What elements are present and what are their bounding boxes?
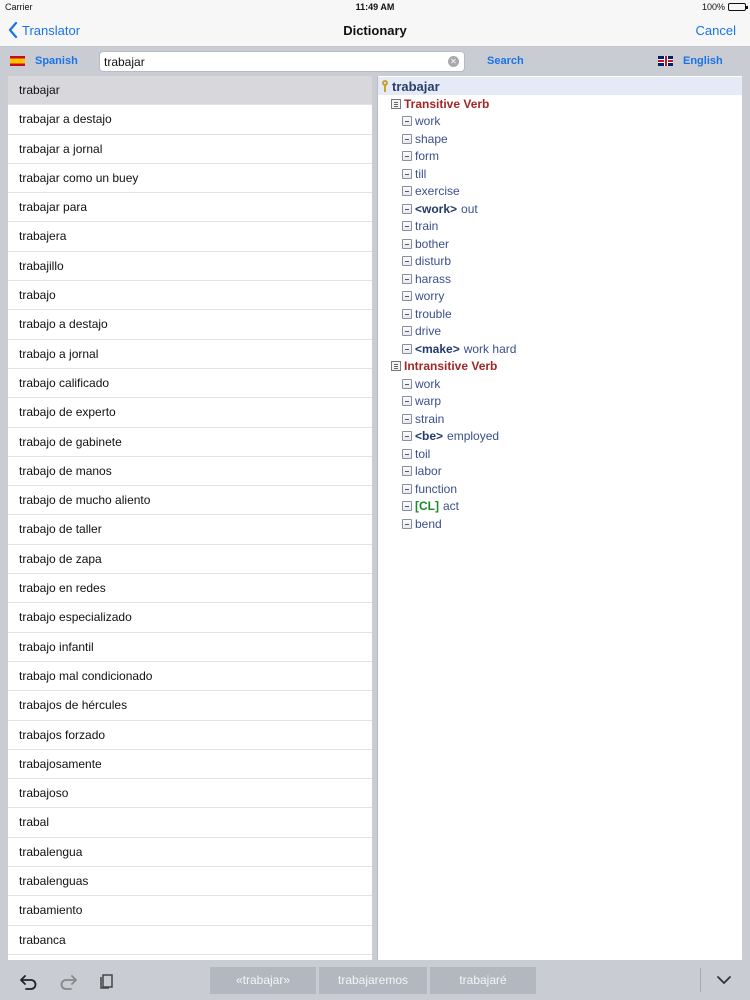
entry-translation: bend <box>415 516 442 531</box>
word-list-item[interactable]: trabal <box>8 808 372 837</box>
entry-tag: [CL] <box>415 499 439 514</box>
entry-translation: till <box>415 166 427 181</box>
word-list-item[interactable]: trabajar <box>8 76 372 105</box>
definition-entry[interactable] <box>378 165 742 183</box>
definition-entry[interactable] <box>378 288 742 306</box>
entry-translation: form <box>415 149 439 164</box>
entry-icon <box>402 204 412 214</box>
entry-text-group <box>415 377 440 391</box>
entry-text-group <box>415 184 460 198</box>
word-list-item[interactable]: trabajosamente <box>8 750 372 779</box>
definition-entry[interactable] <box>378 235 742 253</box>
part-of-speech-label: Transitive Verb <box>404 96 490 111</box>
headword-row <box>378 77 742 95</box>
definition-entry[interactable] <box>378 130 742 148</box>
definition-entry[interactable] <box>378 148 742 166</box>
suggestion-3[interactable]: trabajaré <box>430 967 536 994</box>
entry-translation: strain <box>415 411 445 426</box>
definition-entry[interactable] <box>378 480 742 498</box>
entry-translation: worry <box>415 289 445 304</box>
definition-entry[interactable] <box>378 515 742 533</box>
word-list-item[interactable]: trabajo mal condicionado <box>8 662 372 691</box>
word-list-item[interactable]: trabajera <box>8 222 372 251</box>
entry-translation: shape <box>415 131 448 146</box>
source-language-selector[interactable] <box>10 55 78 67</box>
word-list-item[interactable]: trabajar a jornal <box>8 135 372 164</box>
entry-translation: work <box>415 376 441 391</box>
word-list-item[interactable]: trabajo de experto <box>8 398 372 427</box>
word-list-item[interactable]: trabajos de hércules <box>8 691 372 720</box>
entry-icon <box>402 379 412 389</box>
entry-icon <box>402 309 412 319</box>
word-list-item[interactable]: trabajo a destajo <box>8 310 372 339</box>
entry-icon <box>402 466 412 476</box>
definition-entry[interactable] <box>378 200 742 218</box>
part-of-speech-label: Intransitive Verb <box>404 359 498 374</box>
toolbar-divider <box>700 968 701 992</box>
definition-entry[interactable] <box>378 305 742 323</box>
definition-entry[interactable] <box>378 498 742 516</box>
definition-entry[interactable] <box>378 340 742 358</box>
target-language-label: English <box>683 55 723 67</box>
entry-text-group <box>415 499 459 513</box>
entry-translation: exercise <box>415 184 460 199</box>
undo-icon <box>19 972 39 990</box>
entry-text-group <box>415 429 499 443</box>
back-button[interactable] <box>8 22 80 38</box>
word-list-item[interactable]: trabajoso <box>8 779 372 808</box>
entry-icon <box>402 169 412 179</box>
target-language-selector[interactable] <box>658 55 723 67</box>
word-list-item[interactable]: trabalenguas <box>8 867 372 896</box>
part-of-speech-row <box>378 95 742 113</box>
redo-icon <box>58 972 78 990</box>
cancel-button[interactable]: Cancel <box>695 23 736 38</box>
entry-text-group <box>415 167 426 181</box>
entry-icon <box>402 431 412 441</box>
entry-translation: disturb <box>415 254 452 269</box>
status-time: 11:49 AM <box>355 2 395 12</box>
definition-entry[interactable] <box>378 113 742 131</box>
definition-entry[interactable] <box>378 375 742 393</box>
clear-icon[interactable]: ✕ <box>448 56 459 67</box>
entry-translation: toil <box>415 446 431 461</box>
entry-icon <box>402 239 412 249</box>
entry-translation: bother <box>415 236 450 251</box>
entry-icon <box>402 449 412 459</box>
entry-icon <box>402 396 412 406</box>
word-list-item[interactable]: trabajo de gabinete <box>8 428 372 457</box>
entry-icon <box>402 221 412 231</box>
word-list-item[interactable]: trabajar para <box>8 193 372 222</box>
suggestion-1[interactable]: «trabajar» <box>210 967 316 994</box>
definition-entry[interactable] <box>378 428 742 446</box>
entry-text-group <box>415 149 439 163</box>
word-list-item[interactable]: trabajo de taller <box>8 515 372 544</box>
hide-keyboard-button[interactable] <box>715 972 733 988</box>
key-icon <box>381 80 390 92</box>
entry-icon <box>402 291 412 301</box>
entry-text-group <box>415 254 451 268</box>
entry-icon <box>402 519 412 529</box>
definition-entry[interactable] <box>378 183 742 201</box>
entry-translation: employed <box>447 429 500 444</box>
definition-sections <box>378 95 742 533</box>
search-field <box>99 51 465 72</box>
entry-text-group <box>415 342 516 356</box>
battery-icon <box>728 3 746 11</box>
entry-text-group <box>415 394 441 408</box>
source-language-label: Spanish <box>35 55 78 67</box>
headword: trabajar <box>392 78 440 94</box>
battery-percent: 100% <box>701 2 725 12</box>
spain-flag-icon <box>10 56 25 66</box>
entry-text-group <box>415 464 442 478</box>
entry-icon <box>402 344 412 354</box>
definition-panel <box>377 76 742 960</box>
entry-icon <box>402 151 412 161</box>
page-title: Dictionary <box>343 23 407 38</box>
search-button[interactable]: Search <box>487 55 524 67</box>
word-list-item[interactable]: trabajo especializado <box>8 603 372 632</box>
definition-entry[interactable] <box>378 323 742 341</box>
word-list-item[interactable]: trabajo infantil <box>8 633 372 662</box>
status-bar <box>0 0 750 14</box>
entry-icon <box>402 484 412 494</box>
uk-flag-icon <box>658 56 673 66</box>
word-list-item[interactable]: trabajo <box>8 281 372 310</box>
entry-icon <box>402 186 412 196</box>
entry-translation: out <box>461 201 478 216</box>
entry-text-group <box>415 517 442 531</box>
definition-entry[interactable] <box>378 218 742 236</box>
search-input[interactable] <box>100 52 440 71</box>
chevron-down-icon <box>715 972 733 988</box>
section-icon <box>391 99 401 109</box>
word-list-item[interactable]: trabajo a jornal <box>8 340 372 369</box>
entry-translation: harass <box>415 271 452 286</box>
bottom-toolbar <box>0 960 750 1000</box>
redo-button[interactable] <box>58 972 78 990</box>
entry-text-group <box>415 114 440 128</box>
word-list-item[interactable]: trabajo de zapa <box>8 545 372 574</box>
word-list-item[interactable]: trabajar a destajo <box>8 105 372 134</box>
word-list-item[interactable]: trabajos forzado <box>8 721 372 750</box>
entry-translation: act <box>443 499 460 514</box>
word-list-item[interactable]: trabajo en redes <box>8 574 372 603</box>
battery-indicator <box>702 2 746 12</box>
entry-text-group <box>415 272 451 286</box>
definition-entry[interactable] <box>378 270 742 288</box>
word-list-item[interactable]: trabajo de manos <box>8 457 372 486</box>
entry-translation: work <box>415 114 441 129</box>
entry-icon <box>402 134 412 144</box>
entry-text-group <box>415 324 441 338</box>
search-bar <box>0 47 750 76</box>
chevron-left-icon <box>8 22 18 38</box>
entry-translation: drive <box>415 324 442 339</box>
word-list <box>8 76 372 960</box>
entry-text-group <box>415 202 478 216</box>
entry-icon <box>402 256 412 266</box>
entry-text-group <box>415 482 457 496</box>
entry-text-group <box>415 412 444 426</box>
entry-text-group <box>415 219 438 233</box>
word-list-item[interactable]: trabajo de mucho aliento <box>8 486 372 515</box>
entry-text-group <box>415 307 452 321</box>
back-button-label: Translator <box>22 22 81 38</box>
entry-tag: <be> <box>415 429 444 444</box>
copy-icon <box>97 972 117 990</box>
undo-button[interactable] <box>19 972 39 990</box>
entry-icon <box>402 326 412 336</box>
entry-text-group <box>415 289 444 303</box>
definition-entry[interactable] <box>378 445 742 463</box>
definition-entry[interactable] <box>378 410 742 428</box>
word-list-item[interactable]: trabalengua <box>8 838 372 867</box>
entry-text-group <box>415 237 449 251</box>
definition-entry[interactable] <box>378 463 742 481</box>
word-list-item[interactable]: trabanca <box>8 926 372 955</box>
entry-tag: <make> <box>415 341 460 356</box>
navigation-bar <box>0 14 750 47</box>
entry-translation: labor <box>415 464 442 479</box>
entry-icon <box>402 414 412 424</box>
word-list-item[interactable]: trabamiento <box>8 896 372 925</box>
entry-tag: <work> <box>415 201 458 216</box>
entry-icon <box>402 274 412 284</box>
suggestion-2[interactable]: trabajaremos <box>319 967 427 994</box>
definition-entry[interactable] <box>378 253 742 271</box>
entry-translation: work hard <box>463 341 517 356</box>
entry-translation: warp <box>415 394 442 409</box>
entry-text-group <box>415 132 448 146</box>
carrier-label: Carrier <box>5 2 33 12</box>
entry-icon <box>402 116 412 126</box>
word-list-item[interactable]: trabajillo <box>8 252 372 281</box>
entry-translation: trouble <box>415 306 452 321</box>
entry-translation: function <box>415 481 458 496</box>
definition-entry[interactable] <box>378 393 742 411</box>
word-list-item[interactable]: trabajar como un buey <box>8 164 372 193</box>
word-list-item[interactable]: trabajo calificado <box>8 369 372 398</box>
entry-text-group <box>415 447 430 461</box>
part-of-speech-row <box>378 358 742 376</box>
copy-button[interactable] <box>97 972 117 990</box>
entry-icon <box>402 501 412 511</box>
section-icon <box>391 361 401 371</box>
entry-translation: train <box>415 219 439 234</box>
